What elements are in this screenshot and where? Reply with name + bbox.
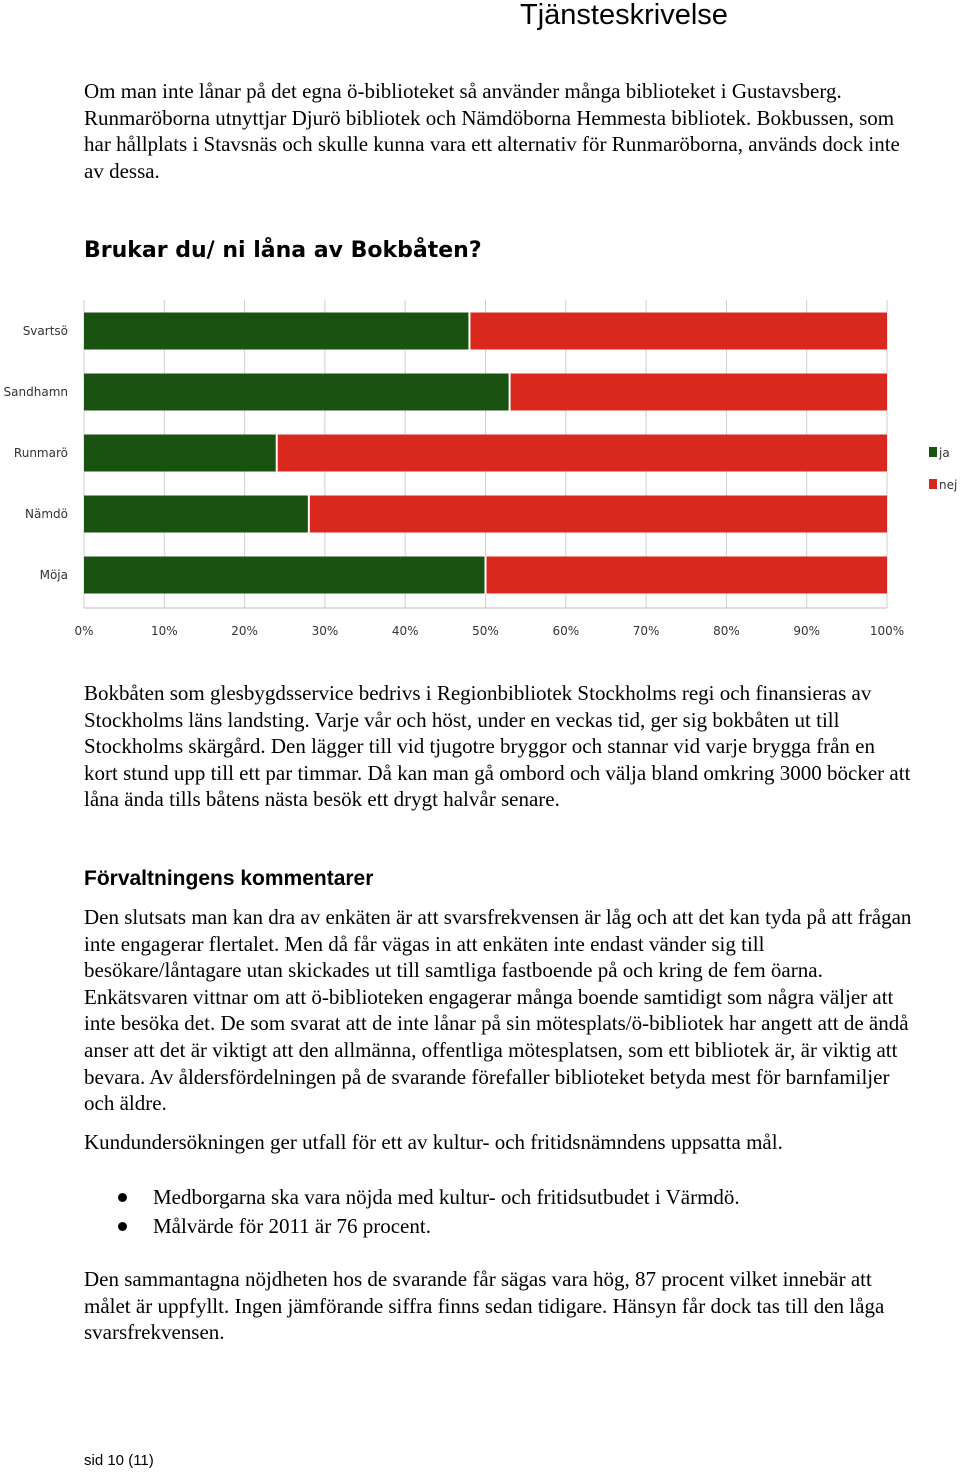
bar-ja [84, 313, 469, 350]
x-tick-label: 10% [150, 624, 178, 638]
x-tick-label: 80% [713, 624, 740, 638]
x-tick-label: 60% [552, 624, 580, 638]
list-item [84, 1183, 914, 1212]
category-label: Runmarö [13, 446, 68, 460]
legend-swatch [929, 479, 937, 489]
stacked-bar-chart [0, 290, 960, 650]
bar-nej [510, 374, 887, 411]
x-tick-label: 50% [472, 624, 499, 638]
x-tick-label: 0% [74, 624, 94, 638]
bullet-icon [118, 1222, 127, 1231]
list-item [84, 1212, 914, 1241]
x-tick-label: 40% [391, 624, 419, 638]
bar-nej [277, 435, 887, 472]
list-item-text: Målvärde för 2011 är 76 procent. [153, 1213, 431, 1238]
legend-label: nej [939, 478, 958, 492]
bar-nej [309, 496, 887, 533]
chart-heading: Brukar du/ ni låna av Bokbåten? [84, 238, 482, 263]
category-label: Nämdö [25, 507, 68, 521]
conclusion-paragraph: Den sammantagna nöjdheten hos de svarande får sägas vara hög, 87 procent vilket innebär att målet är uppfyllt. Ingen jämförande siffra finns sedan tidigare. Hänsyn får dock tas till den låga svarsfrekvensen. [84, 1267, 885, 1345]
x-tick-label: 70% [632, 624, 660, 638]
bar-ja [84, 435, 277, 472]
x-tick-label: 100% [869, 624, 905, 638]
page-number: sid 10 (11) [84, 1452, 154, 1469]
bar-nej [469, 313, 887, 350]
document-title: Tjänsteskrivelse [520, 0, 728, 31]
category-label: Möja [39, 568, 68, 582]
comments-paragraph: Den slutsats man kan dra av enkäten är att svarsfrekvensen är låg och att det kan tyda på att frågan inte engagerar flertalet. Men då får vägas in att enkäten inte endast vänder sig till besökare/låntagare utan skickades ut till samtliga fastboende på och kring de fem öarna. Enkätsvaren vittnar om att ö-biblioteken engagerar många boende samtidigt som några väljer att inte besöka det. De som svarat att de inte lånar på sin mötesplats/ö-bibliotek har angett att de ändå anser att det är viktigt att den allmänna, offentliga mötesplatsen, som ett bibliotek är, är viktig att bevara. Av åldersfördelningen på de svarande förefaller biblioteket betyda mest för barnfamiljer och äldre. [84, 905, 912, 1116]
survey-paragraph: Kundundersökningen ger utfall för ett av kultur- och fritidsnämndens uppsatta mål. [84, 1130, 783, 1154]
bar-ja [84, 496, 309, 533]
section-heading: Förvaltningens kommentarer [84, 867, 374, 890]
category-label: Svartsö [22, 324, 68, 338]
chart-legend [929, 446, 957, 492]
legend-label: ja [939, 446, 950, 460]
intro-paragraph: Om man inte lånar på det egna ö-biblioteket så använder många biblioteket i Gustavsberg. Runmaröborna utnyttjar Djurö bibliotek och Nämdöborna Hemmesta bibliotek. Bokbussen, som har hållplats i Stavsnäs och skulle kunna vara ett alternativ för Runmaröborna, används dock inte av dessa. [84, 79, 900, 183]
x-tick-label: 30% [311, 624, 339, 638]
bar-ja [84, 557, 486, 594]
x-tick-label: 20% [231, 624, 258, 638]
bar-nej [486, 557, 888, 594]
legend-swatch [929, 447, 937, 457]
bullet-icon [118, 1193, 127, 1202]
goal-list [84, 1183, 914, 1240]
bokbaten-paragraph: Bokbåten som glesbygdsservice bedrivs i Regionbibliotek Stockholms regi och finansieras av Stockholms läns landsting. Varje vår och höst, under en veckas tid, ger sig bokbåten ut till Stockholms skärgård. Den lägger till vid tjugotre bryggor och stannar vid varje brygga från en kort stund upp till ett par timmar. Då kan man gå ombord och välja bland omkring 3000 böcker att låna ända tills båtens nästa besök ett drygt halvår senare. [84, 681, 911, 812]
bar-ja [84, 374, 510, 411]
x-tick-label: 90% [793, 624, 821, 638]
category-label: Sandhamn [3, 385, 68, 399]
list-item-text: Medborgarna ska vara nöjda med kultur- och fritidsutbudet i Värmdö. [153, 1185, 740, 1209]
